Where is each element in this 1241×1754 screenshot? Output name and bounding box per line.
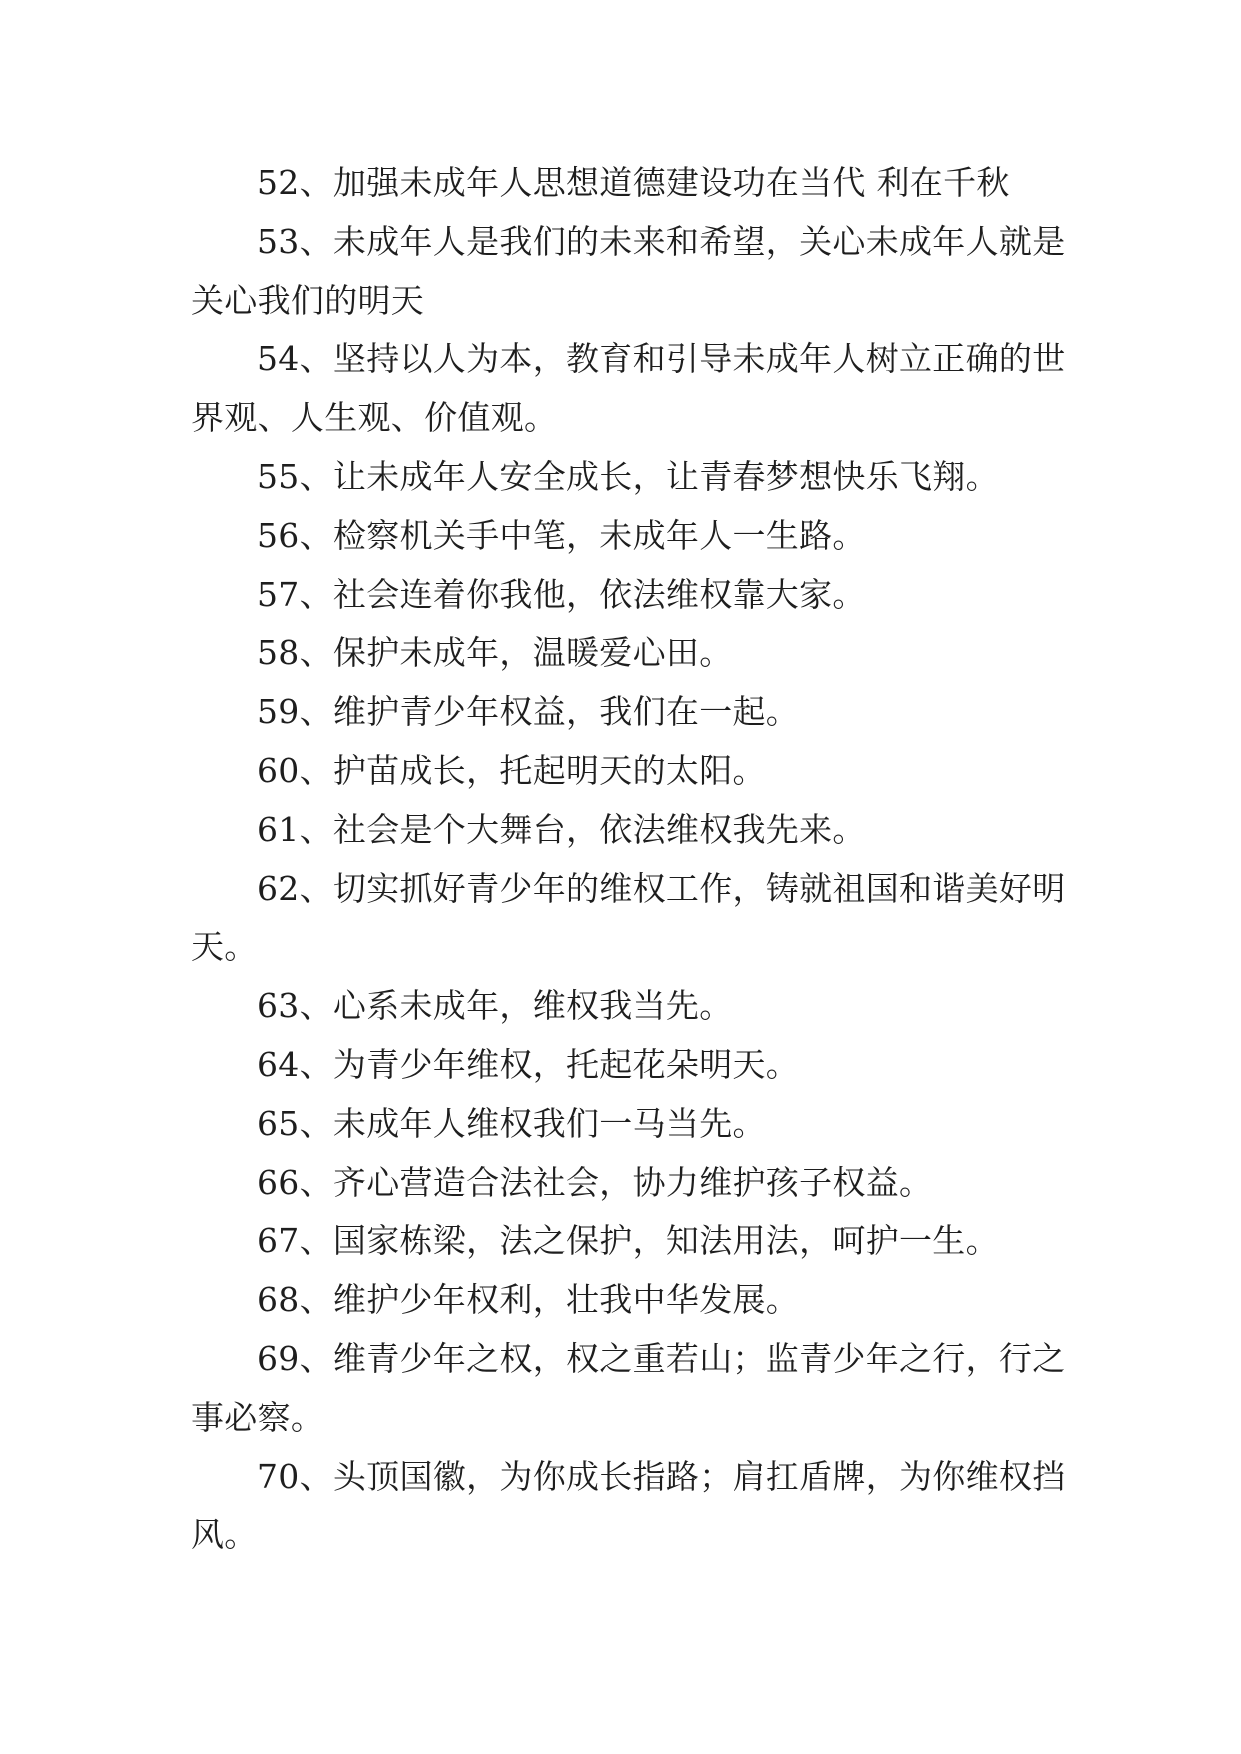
list-item xyxy=(191,1095,1071,1154)
list-item xyxy=(191,683,1071,742)
item-continuation-line: 天。 xyxy=(191,927,258,967)
list-item xyxy=(191,154,1071,213)
item-line: 65、未成年人维权我们一马当先。 xyxy=(257,1103,766,1143)
item-line: 53、未成年人是我们的未来和希望，关心未成年人就是 xyxy=(257,221,1066,261)
list-item xyxy=(191,1212,1071,1271)
item-line: 58、保护未成年，温暖爱心田。 xyxy=(257,633,733,673)
list-item xyxy=(191,1036,1071,1095)
item-line: 59、维护青少年权益，我们在一起。 xyxy=(257,692,800,732)
item-line: 55、让未成年人安全成长，让青春梦想快乐飞翔。 xyxy=(257,456,999,496)
item-line: 57、社会连着你我他，依法维权靠大家。 xyxy=(257,574,866,614)
item-line: 54、坚持以人为本，教育和引导未成年人树立正确的世 xyxy=(257,339,1066,379)
item-continuation-line: 事必察。 xyxy=(191,1397,325,1437)
list-item xyxy=(191,1271,1071,1330)
item-line: 69、维青少年之权，权之重若山；监青少年之行，行之 xyxy=(257,1338,1066,1378)
item-line: 63、心系未成年，维权我当先。 xyxy=(257,986,733,1026)
slogan-list xyxy=(191,154,1071,1565)
list-item xyxy=(191,624,1071,683)
list-item xyxy=(191,1448,1071,1566)
list-item xyxy=(191,860,1071,978)
item-line: 68、维护少年权利，壮我中华发展。 xyxy=(257,1280,800,1320)
list-item xyxy=(191,566,1071,625)
list-item xyxy=(191,330,1071,448)
item-line: 70、头顶国徽，为你成长指路；肩扛盾牌，为你维权挡 xyxy=(257,1456,1066,1496)
item-continuation-line: 界观、人生观、价值观。 xyxy=(191,398,558,438)
list-item xyxy=(191,213,1071,331)
item-line: 64、为青少年维权，托起花朵明天。 xyxy=(257,1044,800,1084)
item-continuation-line: 关心我们的明天 xyxy=(191,280,425,320)
list-item xyxy=(191,507,1071,566)
item-line: 67、国家栋梁，法之保护，知法用法，呵护一生。 xyxy=(257,1221,999,1261)
item-continuation-line: 风。 xyxy=(191,1515,258,1555)
item-line: 66、齐心营造合法社会，协力维护孩子权益。 xyxy=(257,1162,933,1202)
item-line: 60、护苗成长，托起明天的太阳。 xyxy=(257,750,766,790)
list-item xyxy=(191,742,1071,801)
item-line: 56、检察机关手中笔，未成年人一生路。 xyxy=(257,515,866,555)
item-line: 62、切实抓好青少年的维权工作，铸就祖国和谐美好明 xyxy=(257,868,1066,908)
list-item xyxy=(191,977,1071,1036)
item-line: 52、加强未成年人思想道德建设功在当代 利在千秋 xyxy=(257,163,1010,202)
list-item xyxy=(191,448,1071,507)
list-item xyxy=(191,1154,1071,1213)
list-item xyxy=(191,1330,1071,1448)
item-line: 61、社会是个大舞台，依法维权我先来。 xyxy=(257,809,866,849)
list-item xyxy=(191,801,1071,860)
